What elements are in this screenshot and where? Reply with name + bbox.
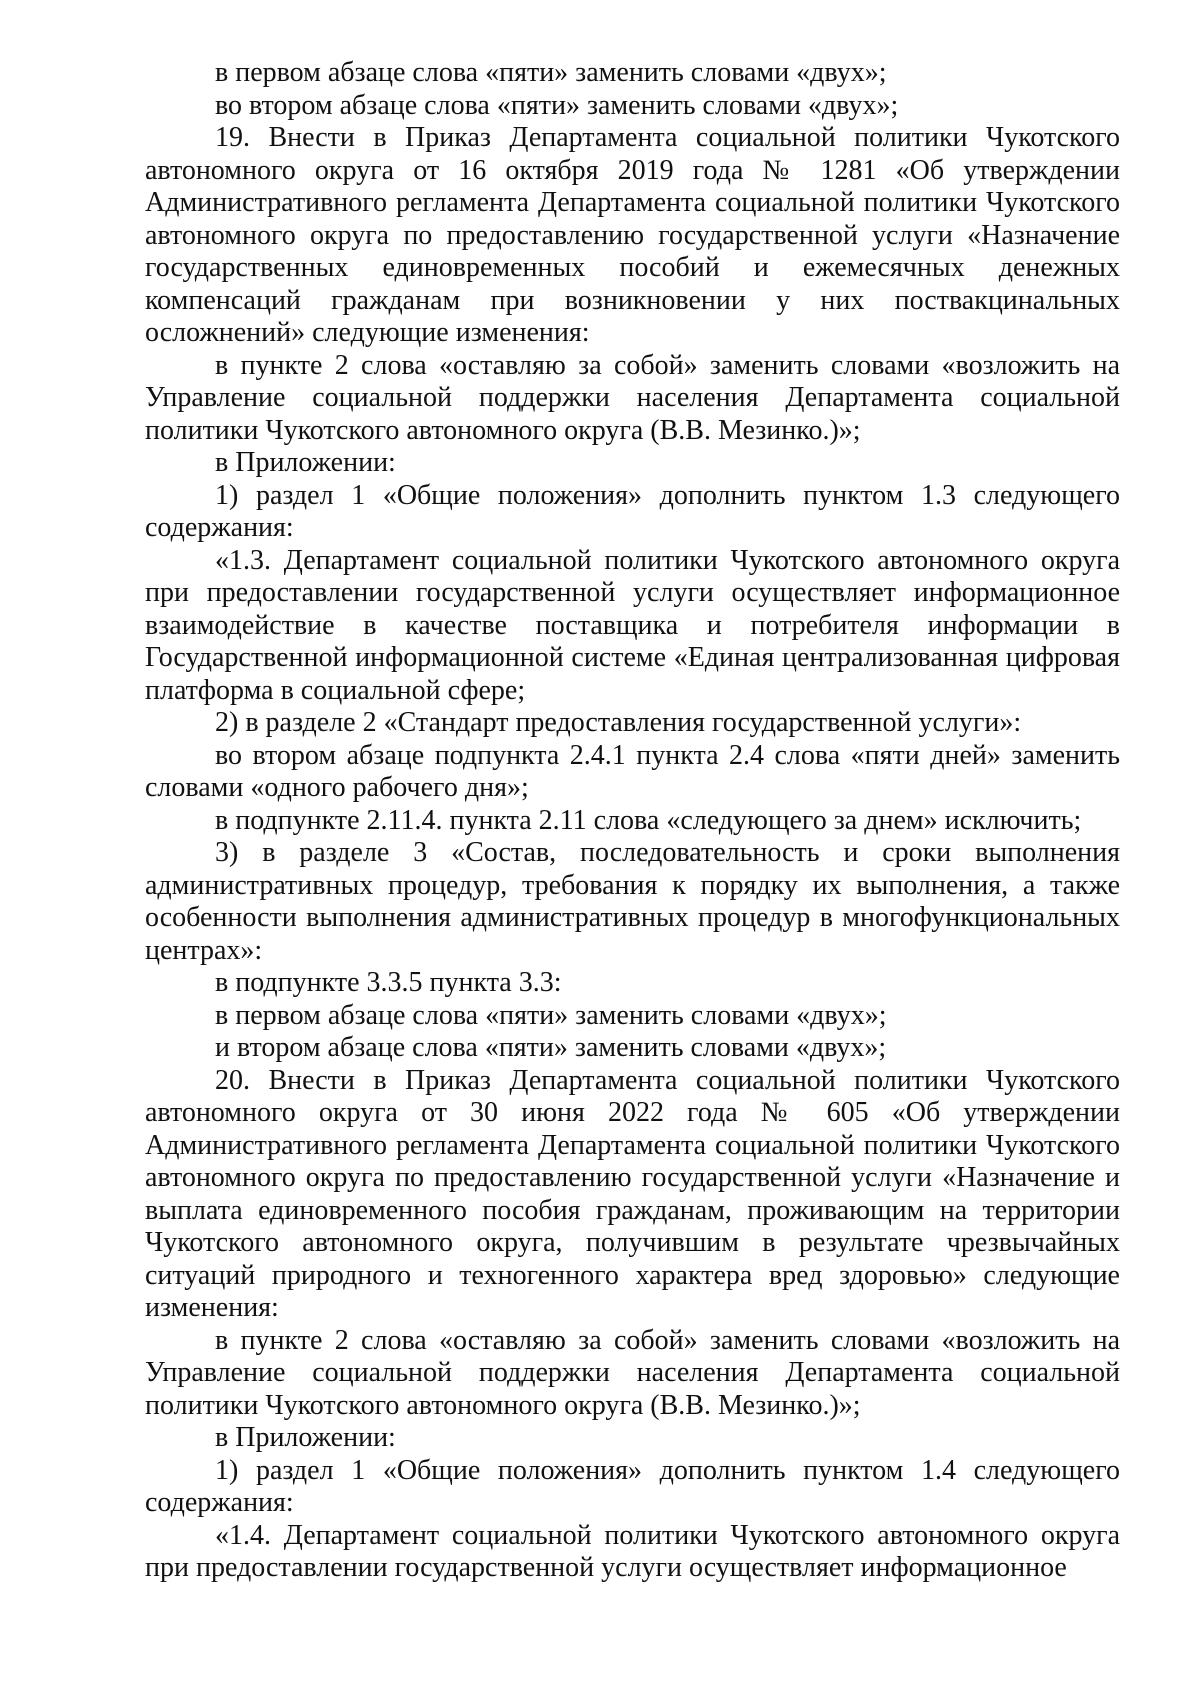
paragraph-17: в Приложении: bbox=[215, 1422, 396, 1453]
paragraph-12: в подпункте 3.3.5 пункта 3.3: bbox=[215, 967, 562, 998]
paragraph-15: 20. Внести в Приказ Департамента социальной политики Чукотского автономного округа от 30 июня 2022 года № 605 «Об утверждении Административного регламента Департамента социальной политики Чукотского автономного округа по предоставлению государственной услуги «Назначение и выплата единовременного пособия гражданам, проживающим на территории Чукотского автономного округа, получившим в результате чрезвычайных ситуаций природного и техногенного характера вред здоровью» следующие изменения: bbox=[145, 1064, 1120, 1323]
paragraph-13: в первом абзаце слова «пяти» заменить словами «двух»; bbox=[215, 999, 887, 1031]
document-page bbox=[145, 57, 1120, 1585]
paragraph-19: «1.4. Департамент социальной политики Чукотского автономного округа при предоставлении государственной услуги осуществляет информационное bbox=[145, 1519, 1120, 1583]
paragraph-11: 3) в разделе 3 «Состав, последовательность и сроки выполнения административных процедур, требования к порядку их выполнения, а также особенности выполнения административных процедур в многофункциональных центрах»: bbox=[145, 837, 1120, 966]
paragraph-6: 1) раздел 1 «Общие положения» дополнить пунктом 1.3 следующего содержания: bbox=[145, 479, 1120, 543]
paragraph-5: в Приложении: bbox=[215, 447, 396, 478]
paragraph-7: «1.3. Департамент социальной политики Чукотского автономного округа при предоставлении государственной услуги осуществляет информационное взаимодействие в качестве поставщика и потребителя информации в Государственной информационной системе «Единая централизованная цифровая платформа в социальной сфере; bbox=[145, 544, 1120, 706]
paragraph-18: 1) раздел 1 «Общие положения» дополнить пунктом 1.4 следующего содержания: bbox=[145, 1454, 1120, 1518]
paragraph-2: во втором абзаце слова «пяти» заменить словами «двух»; bbox=[215, 89, 899, 121]
paragraph-14: и втором абзаце слова «пяти» заменить словами «двух»; bbox=[215, 1032, 887, 1063]
paragraph-9: во втором абзаце подпункта 2.4.1 пункта 2.4 слова «пяти дней» заменить словами «одного рабочего дня»; bbox=[145, 739, 1120, 803]
paragraph-4: в пункте 2 слова «оставляю за собой» заменить словами «возложить на Управление социальной поддержки населения Департамента социальной политики Чукотского автономного округа (В.В. Мезинко.)»; bbox=[145, 349, 1120, 446]
paragraph-1: в первом абзаце слова «пяти» заменить словами «двух»; bbox=[215, 57, 887, 88]
paragraph-16: в пункте 2 слова «оставляю за собой» заменить словами «возложить на Управление социальной поддержки населения Департамента социальной политики Чукотского автономного округа (В.В. Мезинко.)»; bbox=[145, 1324, 1120, 1421]
paragraph-3: 19. Внести в Приказ Департамента социальной политики Чукотского автономного округа от 16 октября 2019 года № 1281 «Об утверждении Административного регламента Департамента социальной политики Чукотского автономного округа по предоставлению государственной услуги «Назначение государственных единовременных пособий и ежемесячных денежных компенсаций гражданам при возникновении у них поствакцинальных осложнений» следующие изменения: bbox=[145, 122, 1120, 348]
paragraph-10: в подпункте 2.11.4. пункта 2.11 слова «следующего за днем» исключить; bbox=[215, 804, 1082, 836]
paragraph-8: 2) в разделе 2 «Стандарт предоставления государственной услуги»: bbox=[215, 707, 1022, 738]
